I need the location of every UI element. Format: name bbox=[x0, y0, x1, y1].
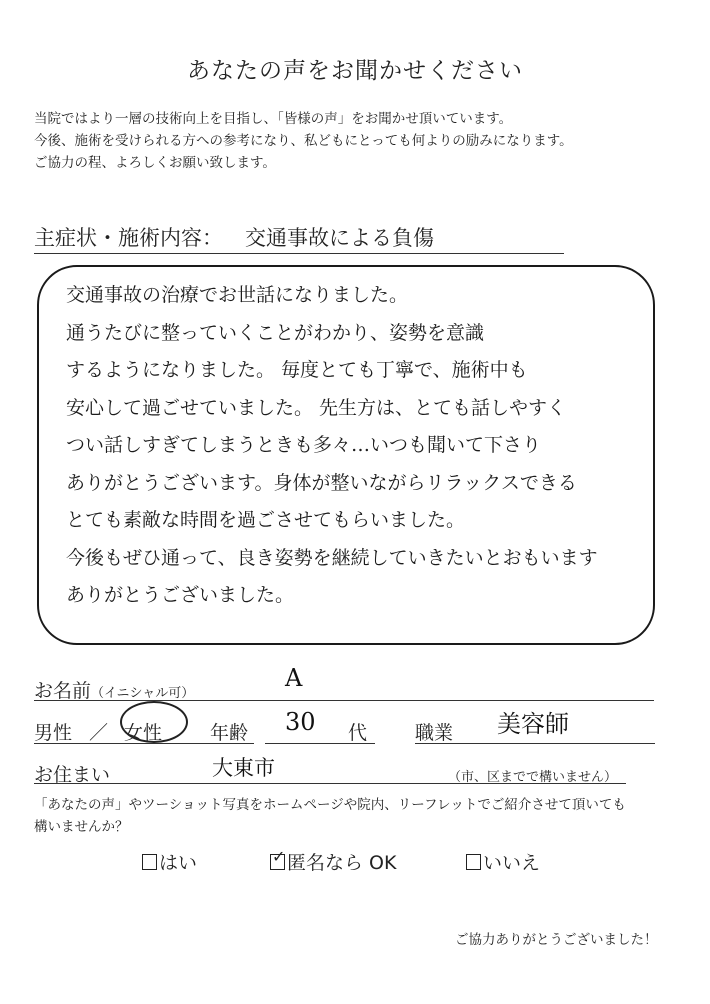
age-underline bbox=[265, 743, 375, 744]
occupation-label: 職業 bbox=[415, 722, 454, 744]
comment-line: つい話しすぎてしまうときも多々…いつも聞いて下さり bbox=[66, 434, 542, 456]
occupation-value: 美容師 bbox=[497, 710, 569, 738]
male-label: 男性 bbox=[34, 722, 73, 744]
comment-line: するようになりました。 毎度とても丁寧で、施術中も bbox=[66, 359, 528, 381]
handwritten-comment bbox=[66, 277, 666, 615]
intro-line: 今後、施術を受けられる方への参考になり、私どもにとっても何よりの励みになります。 bbox=[34, 133, 573, 149]
checkbox-anonymous[interactable] bbox=[270, 847, 286, 870]
share-question-line: 構いませんか？ bbox=[34, 819, 129, 835]
share-question bbox=[34, 794, 626, 838]
address-note: （市、区までで構いません） bbox=[448, 770, 618, 785]
intro-text bbox=[34, 108, 573, 174]
address-underline bbox=[34, 783, 626, 784]
intro-line: ご協力の程、よろしくお願い致します。 bbox=[34, 155, 276, 171]
comment-line: ありがとうございました。 bbox=[66, 584, 295, 606]
name-note: （イニシャル可） bbox=[91, 686, 195, 701]
address-value: 大東市 bbox=[212, 756, 275, 780]
share-question-line: 「あなたの声」やツーショット写真をホームページや院内、リーフレットでご紹介させて頂いても bbox=[34, 797, 626, 813]
female-label: 女性 bbox=[124, 722, 163, 744]
comment-line: 安心して過ごせていました。 先生方は、とても話しやすく bbox=[66, 396, 567, 419]
subject-value: 交通事故による負傷 bbox=[245, 226, 434, 250]
occupation-underline bbox=[415, 743, 655, 744]
option-yes-label: はい bbox=[159, 852, 198, 874]
name-underline bbox=[34, 700, 654, 701]
name-label bbox=[34, 676, 194, 703]
option-no[interactable] bbox=[466, 848, 540, 875]
comment-line: とても素敵な時間を過ごさせてもらいました。 bbox=[66, 509, 466, 531]
age-label: 年齢 bbox=[210, 722, 249, 744]
subject-label: 主症状・施術内容： bbox=[34, 226, 223, 250]
slash-separator: ／ bbox=[89, 722, 109, 744]
intro-line: 当院ではより一層の技術向上を目指し、「皆様の声」をお聞かせ頂いています。 bbox=[34, 111, 513, 127]
comment-line: ありがとうございます。身体が整いながらリラックスできる bbox=[66, 471, 577, 494]
check-mark-icon: ✓ bbox=[272, 847, 286, 866]
name-value: A bbox=[285, 664, 303, 692]
option-anonymous[interactable] bbox=[270, 848, 396, 875]
comment-line: 通うたびに整っていくことがわかり、姿勢を意識 bbox=[66, 321, 485, 344]
option-anonymous-label: 匿名なら OK bbox=[287, 852, 397, 874]
comment-line: 交通事故の治療でお世話になりました。 bbox=[66, 284, 409, 306]
option-yes[interactable] bbox=[142, 848, 197, 875]
name-label-text: お名前 bbox=[34, 680, 92, 702]
gender-underline bbox=[34, 743, 254, 744]
age-suffix: 代 bbox=[348, 722, 368, 744]
address-label: お住まい bbox=[34, 764, 111, 786]
age-value: 30 bbox=[285, 708, 316, 736]
comment-line: 今後もぜひ通って、良き姿勢を継続していきたいとおもいます bbox=[66, 546, 598, 569]
page-title: あなたの声をお聞かせください bbox=[187, 58, 523, 84]
option-no-label: いいえ bbox=[483, 852, 541, 874]
female-selected-circle bbox=[120, 701, 188, 743]
checkbox-no[interactable] bbox=[466, 854, 481, 870]
checkbox-yes[interactable] bbox=[142, 854, 157, 870]
thanks-text: ご協力ありがとうございました！ bbox=[455, 932, 658, 948]
subject-underline bbox=[34, 253, 564, 254]
subject-row bbox=[34, 222, 434, 252]
